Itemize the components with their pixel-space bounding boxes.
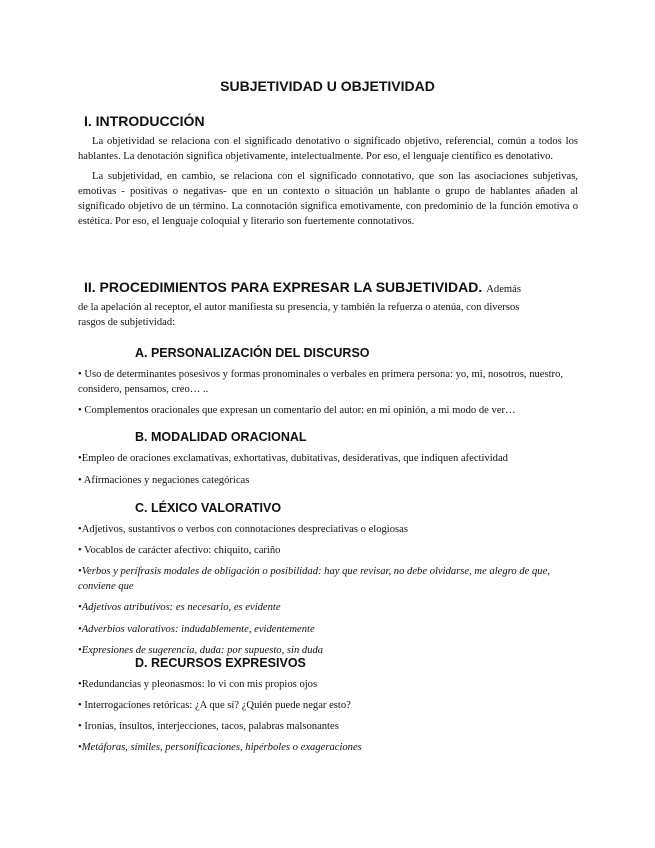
list-item: •Expresiones de sugerencia, duda: por supuesto, sin duda	[78, 645, 324, 656]
list-item: •Adjetivos, sustantivos o verbos con connotaciones despreciativas o elogiosas	[78, 524, 408, 535]
list-item: •Adverbios valorativos: indudablemente, evidentemente	[78, 624, 315, 635]
section-intro-start: Además	[486, 284, 521, 295]
paragraph-subjetividad: La subjetividad, en cambio, se relaciona con el significado connotativo, que son las asociaciones subjetivas, emotivas - positivas o negativas- que en un contexto o situación un hablante o grupo de hablantes añaden al significado objetivo de un término. La connotación significa emotivamente, con predominio de la función emotiva o estética. Por eso, el lenguaje coloquial y literario son fuertemente connotativos.	[78, 171, 578, 227]
list-item: •Empleo de oraciones exclamativas, exhortativas, dubitativas, desiderativas, que indiquen afectividad	[78, 453, 508, 464]
subheading-recursos: D. RECURSOS EXPRESIVOS	[135, 656, 306, 670]
list-item: • Vocablos de carácter afectivo: chiquito, cariño	[78, 545, 281, 556]
subheading-modalidad: B. MODALIDAD ORACIONAL	[135, 430, 307, 444]
paragraph-objetividad: La objetividad se relaciona con el significado denotativo o significado objetivo, referencial, común a todos los hablantes. La denotación significa objetivamente, intelectualmente. Por eso, el lenguaje científico es denotativo.	[78, 136, 578, 162]
intro-paragraphs	[78, 134, 578, 229]
list-item: •Adjetivos atributivos: es necesario, es evidente	[78, 602, 281, 613]
section-heading-procedimientos: II. PROCEDIMIENTOS PARA EXPRESAR LA SUBJETIVIDAD.	[84, 279, 483, 295]
section-intro-rest: de la apelación al receptor, el autor manifiesta su presencia, y también la refuerza o atenúa, con diversos rasgos de subjetividad:	[78, 302, 520, 328]
list-item: • Complementos oracionales que expresan un comentario del autor: en mi opinión, a mi modo de ver…	[78, 405, 516, 416]
list-item: •Verbos y perífrasis modales de obligación o posibilidad: hay que revisar, no debe olvidarse, me alegro de que, conviene que	[78, 566, 550, 592]
list-item: • Afirmaciones y negaciones categóricas	[78, 475, 250, 486]
list-item: •Redundancias y pleonasmos: lo vi con mis propios ojos	[78, 679, 318, 690]
subheading-personalizacion: A. PERSONALIZACIÓN DEL DISCURSO	[135, 346, 370, 360]
list-item: • Ironías, insultos, interjecciones, tacos, palabras malsonantes	[78, 721, 339, 732]
list-item: • Uso de determinantes posesivos y formas pronominales o verbales en primera persona: yo, mi, nosotros, nuestro, considero, pensamos, creo… ..	[78, 369, 564, 395]
list-item: •Metáforas, símiles, personificaciones, hipérboles o exageraciones	[78, 742, 362, 753]
list-item: • Interrogaciones retóricas: ¿A que sí? ¿Quién puede negar esto?	[78, 700, 351, 711]
section-heading-procedimientos-line	[84, 279, 580, 297]
section-heading-introduccion: I. INTRODUCCIÓN	[84, 113, 205, 129]
subheading-lexico: C. LÉXICO VALORATIVO	[135, 501, 282, 515]
document-title: SUBJETIVIDAD U OBJETIVIDAD	[220, 78, 435, 94]
